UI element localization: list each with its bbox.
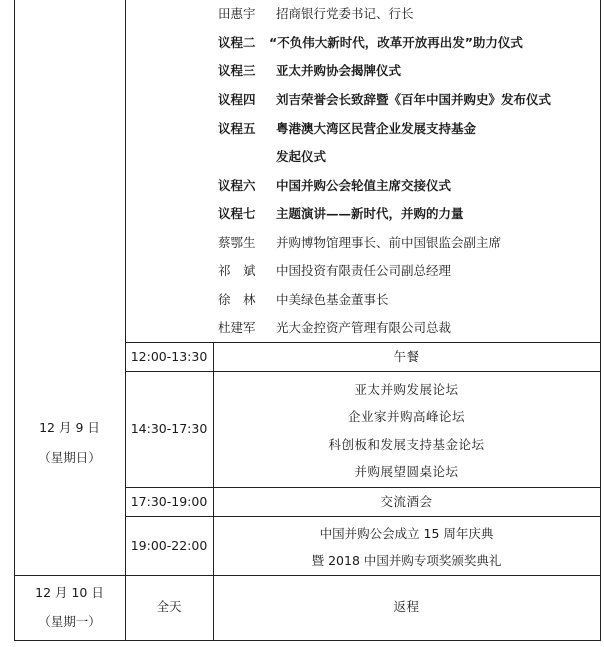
agenda-text: 招商银行党委书记、行长 <box>276 6 414 21</box>
agenda-text: 中国并购公会轮值主席交接仪式 <box>276 178 452 193</box>
speaker-name: 徐 林 <box>218 292 256 307</box>
agenda-text: 主题演讲——新时代，并购的力量 <box>276 206 464 221</box>
session-item: 科创板和发展支持基金论坛 <box>328 437 485 452</box>
session-item: 亚太并购发展论坛 <box>354 382 459 397</box>
agenda-text: 发起仪式 <box>276 149 327 164</box>
session-item: 交流酒会 <box>380 494 433 509</box>
agenda-text: “不负伟大新时代，改革开放再出发”助力仪式 <box>269 35 523 50</box>
day2-date: 12 月 10 日 <box>35 585 104 600</box>
day-divider <box>14 575 601 576</box>
agenda-label: 议程二 <box>218 35 256 50</box>
right-border <box>600 0 601 641</box>
speaker-title: 中国投资有限责任公司副总经理 <box>276 263 452 278</box>
session-time: 19:00-22:00 <box>130 538 208 553</box>
speaker-title: 光大金控资产管理有限公司总裁 <box>276 320 452 335</box>
session-item: 返程 <box>393 599 420 614</box>
session-time: 14:30-17:30 <box>130 421 208 436</box>
row-line <box>125 371 601 372</box>
day2-weekday: （星期一） <box>38 614 101 629</box>
session-time: 全天 <box>156 599 182 614</box>
row-line <box>125 342 601 343</box>
session-time: 12:00-13:30 <box>130 349 208 364</box>
agenda-label: 田惠宇 <box>218 6 256 21</box>
speaker-name: 杜建军 <box>218 320 256 335</box>
speaker-name: 祁 斌 <box>218 263 256 278</box>
speaker-title: 中美绿色基金董事长 <box>276 292 389 307</box>
session-item: 并购展望圆桌论坛 <box>354 464 459 479</box>
speaker-title: 并购博物馆理事长、前中国银监会副主席 <box>276 235 502 250</box>
agenda-label: 议程三 <box>218 63 256 78</box>
session-item: 午餐 <box>393 349 420 364</box>
bottom-border <box>14 640 601 641</box>
agenda-label: 议程五 <box>218 121 256 136</box>
left-border <box>14 0 15 641</box>
agenda-text: 粤港澳大湾区民营企业发展支持基金 <box>276 121 477 136</box>
session-item: 企业家并购高峰论坛 <box>347 409 465 424</box>
agenda-label: 议程六 <box>218 178 256 193</box>
agenda-label: 议程四 <box>218 92 256 107</box>
agenda-text: 亚太并购协会揭牌仪式 <box>276 63 402 78</box>
session-time: 17:30-19:00 <box>130 494 208 509</box>
row-line <box>125 487 601 488</box>
agenda-label: 议程七 <box>218 206 256 221</box>
agenda-text: 刘吉荣誉会长致辞暨《百年中国并购史》发布仪式 <box>276 92 552 107</box>
day1-date: 12 月 9 日 <box>39 420 100 435</box>
session-item: 中国并购公会成立 15 周年庆典 <box>319 526 494 541</box>
session-item: 暨 2018 中国并购专项奖颁奖典礼 <box>311 553 502 568</box>
day1-weekday: （星期日） <box>38 450 101 465</box>
row-line <box>125 516 601 517</box>
speaker-name: 蔡鄂生 <box>218 235 256 250</box>
